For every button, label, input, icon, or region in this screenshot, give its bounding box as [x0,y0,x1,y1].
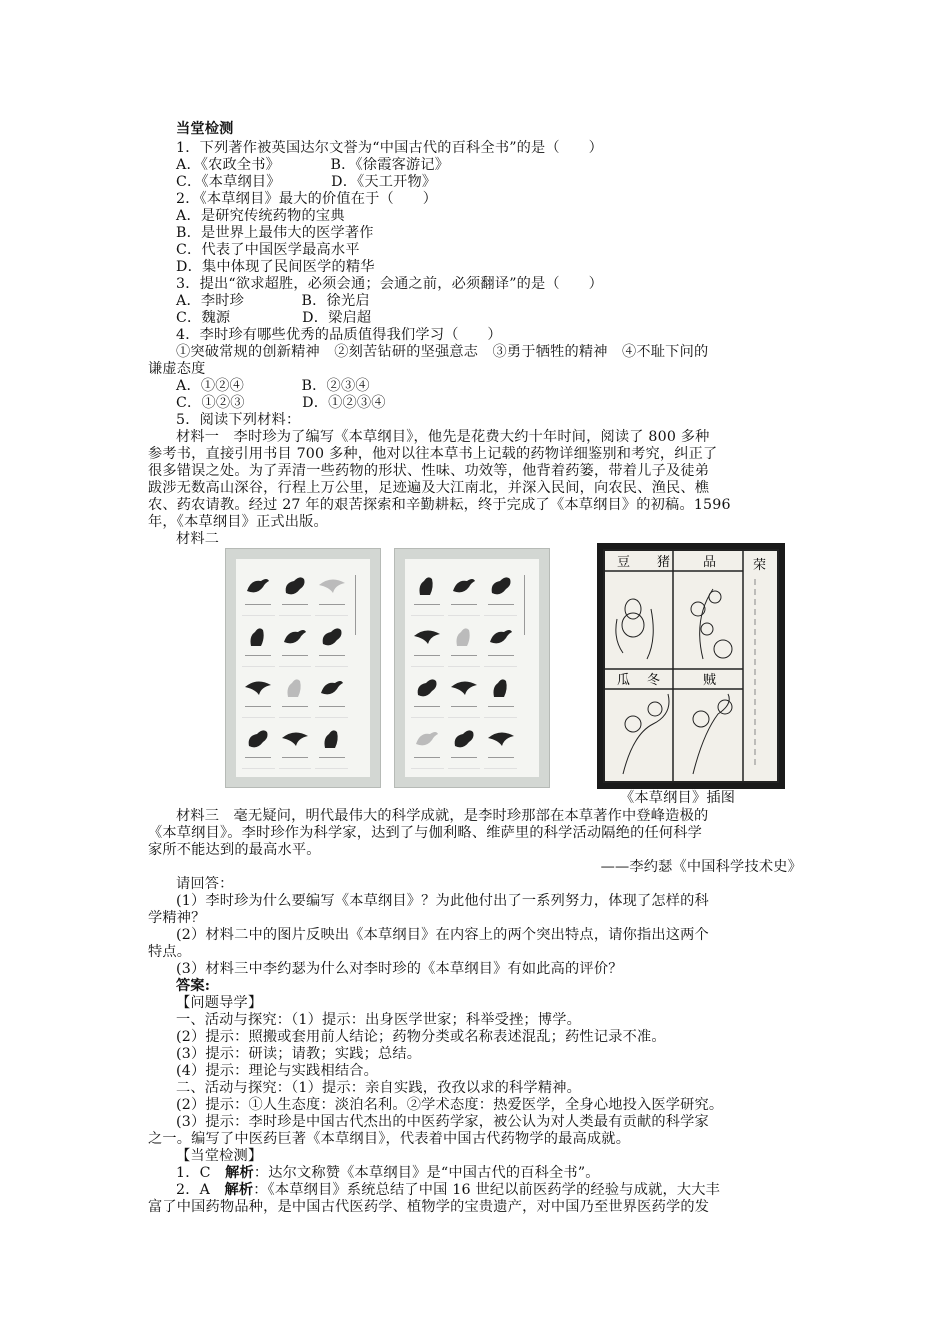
bird-caption-line [245,655,271,662]
scroll-char-0: 豆 [617,555,631,570]
bird-cell [279,569,312,616]
bird-caption-line [245,757,271,764]
bird-illustration-icon [449,573,479,599]
bird-illustration-icon [449,675,479,701]
bird-cell [448,722,481,769]
bird-cell [411,671,444,718]
bird-cell [242,569,275,616]
scroll-char-1: 猪 [657,555,671,570]
woodblock-plants-icon [603,549,779,783]
bird-cell [315,722,348,769]
bird-illustration-icon [449,624,479,650]
bird-cell [411,569,444,616]
bird-cell [484,569,517,616]
bird-illustration-icon [280,573,310,599]
bird-cell [484,722,517,769]
q4-stem: 4．李时珍有哪些优秀的品质值得我们学习（ ） [176,327,502,343]
material3-source: ——李约瑟《中国科学技术史》 [600,859,802,875]
bird-caption-line [451,604,477,611]
guide-2: (2）提示：照搬或套用前人结论；药物分类或名称表述混乱；药性记录不准。 [176,1029,666,1045]
q2-option-d: D．集中体现了民间医学的精华 [176,259,375,275]
guide-6: (2）提示：①人生态度：淡泊名利。②学术态度：热爱医学，全身心地投入医学研究。 [176,1097,724,1113]
guide-7-line2: 之一。编写了中医药巨著《本草纲目》，代表着中国古代药物学的最高成就。 [148,1131,631,1147]
answer-2 [176,1182,836,1199]
guide-3: (3）提示：研读；请教；实践；总结。 [176,1046,422,1062]
q1-options-2: C．《本草纲目》 D．《天工开物》 [176,174,437,190]
bird-illustration-icon [243,573,273,599]
material1-line3: 很多错误之处。为了弄清一些药物的形状、性味、功效等，他背着药篓，带着儿子及徒弟 [148,463,710,479]
ask-label: 请回答： [176,876,234,892]
bird-cell [315,671,348,718]
bird-caption-line [319,757,345,764]
bird-cell [279,722,312,769]
q4-items-1: ①突破常规的创新精神 ②刻苦钻研的坚强意志 ③勇于牺牲的精神 ④不耻下问的 [176,344,709,360]
guide-5: 二、活动与探究：（1）提示：亲自实践，孜孜以求的科学精神。 [176,1080,581,1096]
bird-cell [315,569,348,616]
scroll-char-5: 贼 [703,673,717,688]
subq2-line2: 特点。 [148,944,192,960]
page-side-label [524,575,535,635]
guide-4: (4）提示：理论与实践相结合。 [176,1063,379,1079]
bird-cell [484,620,517,667]
bird-page-right-image [394,548,550,788]
bird-caption-line [488,706,514,713]
q4-items-2: 谦虚态度 [148,361,206,377]
scroll-char-4: 冬 [647,673,661,688]
bird-illustration-icon [412,624,442,650]
answer-2-label: 解析 [224,1182,254,1198]
bird-illustration-icon [243,675,273,701]
q1-stem: 1．下列著作被英国达尔文誉为“中国古代的百科全书”的是（ ） [176,140,603,156]
bird-caption-line [319,706,345,713]
bird-illustration-icon [486,675,516,701]
page-side-label [355,575,366,635]
bird-caption-line [451,655,477,662]
guide-7-line1: (3）提示：李时珍是中国古代杰出的中医药学家，被公认为对人类最有贡献的科学家 [176,1114,709,1130]
guide-1: 一、活动与探究：（1）提示：出身医学世家；科举受挫；博学。 [176,1012,581,1028]
bird-caption-line [488,757,514,764]
q1-options-1: A．《农政全书》 B．《徐霞客游记》 [176,157,450,173]
q2-stem: 2．《本草纲目》最大的价值在于（ ） [176,191,438,207]
bird-caption-line [282,604,308,611]
bird-page-left-image [225,548,381,788]
material3-line2: 《本草纲目》。李时珍作为科学家，达到了与伽利略、维萨里的科学活动隔绝的任何科学 [148,825,703,841]
bird-illustration-icon [317,624,347,650]
bird-caption-line [245,604,271,611]
bird-cell [484,671,517,718]
bird-grid-left [242,569,348,769]
bird-cell [411,620,444,667]
q4-options-2: C．①②③ D．①②③④ [176,395,386,411]
subq1-line2: 学精神？ [148,910,206,926]
q3-stem: 3．提出“欲求超胜，必须会通；会通之前，必须翻译”的是（ ） [176,276,603,292]
bird-caption-line [282,706,308,713]
material1-line2: 参考书，直接引用书目 700 多种，他对以往本草书上记载的药物详细鉴别和考究，纠正了 [148,446,718,462]
bird-caption-line [282,655,308,662]
subq2-line1: (2）材料二中的图片反映出《本草纲目》在内容上的两个突出特点，请你指出这两个 [176,927,709,943]
bird-illustration-icon [449,726,479,752]
bird-illustration-icon [280,624,310,650]
q2-option-b: B．是世界上最伟大的医学著作 [176,225,374,241]
q3-options-2: C．魏源 D．梁启超 [176,310,372,326]
bird-cell [448,620,481,667]
bird-cell [315,620,348,667]
answer-2-number: 2．A [176,1182,225,1198]
bird-illustration-icon [412,573,442,599]
answer-2-line2: 富了中国药物品种，是中国古代医药学、植物学的宝贵遗产，对中国乃至世界医药学的发 [148,1199,710,1215]
section-title: 当堂检测 [176,121,234,137]
bird-illustration-icon [486,726,516,752]
bird-cell [242,722,275,769]
bird-illustration-icon [412,675,442,701]
bird-caption-line [488,604,514,611]
subq1-line1: (1）李时珍为什么要编写《本草纲目》？为此他付出了一系列努力，体现了怎样的科 [176,893,709,909]
q2-option-c: C．代表了中国医学最高水平 [176,242,360,258]
bird-illustration-icon [317,573,347,599]
bird-illustration-icon [243,726,273,752]
bird-illustration-icon [280,675,310,701]
bird-illustration-icon [486,573,516,599]
bird-caption-line [414,706,440,713]
bird-caption-line [282,757,308,764]
bird-cell [411,722,444,769]
check-title: 【当堂检测】 [176,1148,263,1164]
herbal-woodblock-image [597,543,785,789]
answer-1 [176,1165,836,1182]
material1-line5: 农、药农请教。经过 27 年的艰苦探索和辛勤耕耘，终于完成了《本草纲目》的初稿。1596 [148,497,731,513]
q4-options-1: A．①②④ B．②③④ [176,378,370,394]
bird-illustration-icon [243,624,273,650]
bird-caption-line [414,604,440,611]
bird-caption-line [414,655,440,662]
material3-line3: 家所不能达到的最高水平。 [148,842,321,858]
bird-caption-line [451,757,477,764]
scroll-char-3: 瓜 [617,673,631,688]
material1-line4: 跋涉无数高山深谷，行程上万公里，足迹遍及大江南北，并深入民间，向农民、渔民、樵 [148,480,710,496]
scroll-char-2: 品 [703,555,717,570]
q2-option-a: A．是研究传统药物的宝典 [176,208,345,224]
guide-title: 【问题导学】 [176,995,263,1011]
bird-caption-line [319,655,345,662]
bird-caption-line [488,655,514,662]
bird-cell [242,620,275,667]
answer-1-text: ：达尔文称赞《本草纲目》是“中国古代的百科全书”。 [253,1165,600,1181]
bird-cell [279,620,312,667]
bird-cell [242,671,275,718]
material1-line1: 材料一 李时珍为了编写《本草纲目》，他先是花费大约十年时间，阅读了 800 多种 [176,429,710,445]
bird-illustration-icon [280,726,310,752]
scroll-char-6: 荣 [753,558,767,573]
q5-stem: 5．阅读下列材料： [176,412,301,428]
material1-line6: 年，《本草纲目》正式出版。 [148,514,328,530]
material2-label: 材料二 [176,531,220,547]
bird-caption-line [319,604,345,611]
bird-caption-line [451,706,477,713]
q3-options-1: A．李时珍 B．徐光启 [176,293,370,309]
bird-grid-right [411,569,517,769]
subq3: (3）材料三中李约瑟为什么对李时珍的《本草纲目》有如此高的评价？ [176,961,623,977]
bird-caption-line [414,757,440,764]
bird-cell [279,671,312,718]
bird-cell [448,671,481,718]
figure-caption: 《本草纲目》插图 [620,790,736,806]
material3-line1: 材料三 毫无疑问，明代最伟大的科学成就，是李时珍那部在本草著作中登峰造极的 [176,808,709,824]
bird-illustration-icon [486,624,516,650]
bird-caption-line [245,706,271,713]
answers-title: 答案: [176,978,211,994]
bird-illustration-icon [317,675,347,701]
answer-1-number: 1．C [176,1165,226,1181]
bird-illustration-icon [412,726,442,752]
bird-illustration-icon [317,726,347,752]
answer-1-label: 解析 [225,1165,254,1181]
bird-cell [448,569,481,616]
answer-2-text: ：《本草纲目》系统总结了中国 16 世纪以前医药学的经验与成就，大大丰 [253,1182,721,1198]
